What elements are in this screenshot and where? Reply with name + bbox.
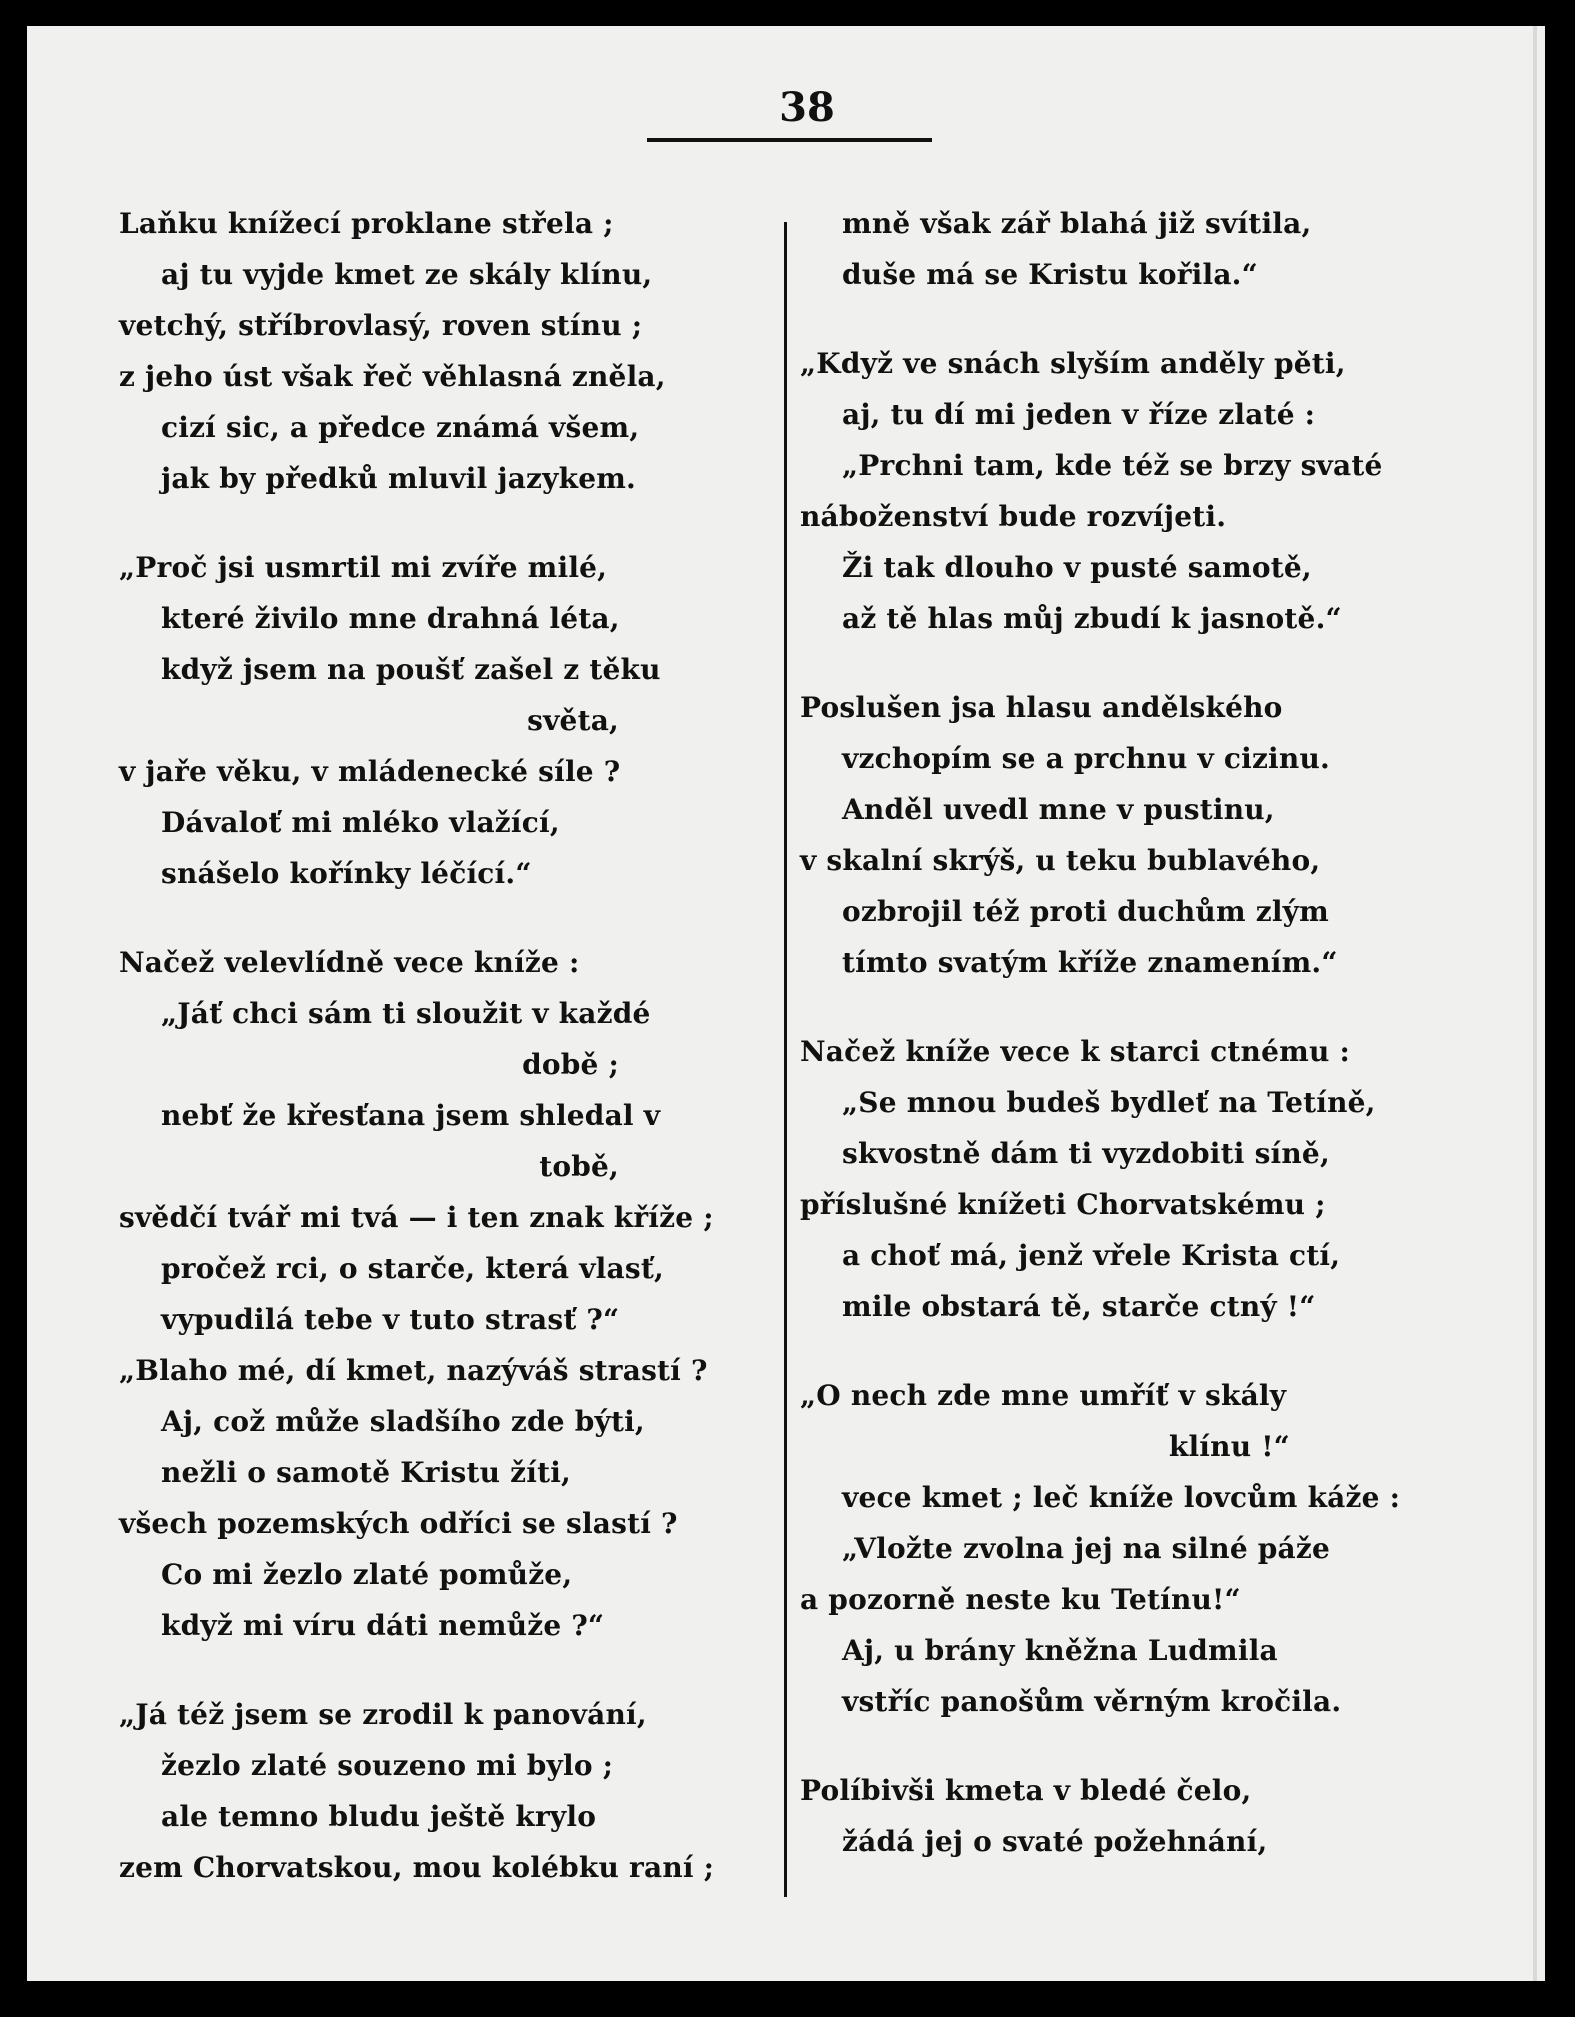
verse-line: „O nech zde mne umříť v skály [800,1379,1287,1412]
verse-line: klínu !“ [1168,1430,1290,1463]
verse-line: v jaře věku, v mládenecké síle ? [119,755,621,788]
verse-line: snášelo kořínky léčící.“ [161,857,532,890]
verse-line: Co mi žezlo zlaté pomůže, [161,1558,573,1591]
verse-line: duše má se Kristu kořila.“ [842,258,1258,291]
verse-line: svědčí tvář mi tvá — i ten znak kříže ; [119,1201,714,1234]
verse-line: „Já též jsem se zrodil k panování, [119,1698,647,1731]
verse-line: „Jáť chci sám ti sloužit v každé [161,997,651,1030]
verse-line: tobě, [539,1150,619,1183]
verse-line: Načež velevlídně vece kníže : [119,946,580,979]
verse-line: když mi víru dáti nemůže ?“ [161,1609,605,1642]
verse-line: a pozorně neste ku Tetínu!“ [800,1583,1241,1616]
verse-line: tímto svatým kříže znamením.“ [842,946,1338,979]
stanza [800,1370,1500,1727]
verse-line: příslušné knížeti Chorvatskému ; [800,1188,1326,1221]
book-page [27,26,1545,1981]
verse-line: „Se mnou budeš bydleť na Tetíně, [842,1086,1376,1119]
verse-line: mile obstará tě, starče ctný !“ [842,1290,1316,1323]
verse-line: skvostně dám ti vyzdobiti síně, [842,1137,1330,1170]
stanza [800,1026,1500,1332]
verse-line: vetchý, stříbrovlasý, roven stínu ; [119,309,643,342]
column-divider [784,222,787,1897]
verse-line: „Prchni tam, kde též se brzy svaté [842,449,1383,482]
verse-line: jak by předků mluvil jazykem. [161,462,636,495]
stanza [800,338,1500,644]
verse-line: a choť má, jenž vřele Krista ctí, [842,1239,1341,1272]
verse-line: Ži tak dlouho v pusté samotě, [842,551,1312,584]
stanza [119,198,779,504]
verse-line: nebť že křesťana jsem shledal v [161,1099,661,1132]
verse-line: Načež kníže vece k starci ctnému : [800,1035,1350,1068]
verse-line: z jeho úst však řeč věhlasná zněla, [119,360,666,393]
verse-line: mně však zář blahá již svítila, [842,207,1312,240]
verse-line: světa, [527,704,619,737]
verse-line: Poslušen jsa hlasu andělského [800,691,1283,724]
verse-line: v skalní skrýš, u teku bublavého, [800,844,1321,877]
verse-line: „Proč jsi usmrtil mi zvíře milé, [119,551,608,584]
verse-line: „Když ve snách slyším anděly pěti, [800,347,1346,380]
verse-line: aj tu vyjde kmet ze skály klínu, [161,258,653,291]
verse-line: všech pozemských odříci se slastí ? [119,1507,678,1540]
left-column [119,198,779,1931]
stanza [119,1689,779,1893]
verse-line: ozbrojil též proti duchům zlým [842,895,1329,928]
stanza [800,198,1500,300]
verse-line: Políbivši kmeta v bledé čelo, [800,1774,1252,1807]
verse-line: „Vložte zvolna jej na silné páže [842,1532,1331,1565]
verse-line: ale temno bludu ještě krylo [161,1800,597,1833]
verse-line: když jsem na poušť zašel z těku [161,653,661,686]
verse-line: žádá jej o svaté požehnání, [842,1825,1268,1858]
verse-line: vzchopím se a prchnu v cizinu. [842,742,1330,775]
stanza [119,937,779,1651]
verse-line: nežli o samotě Kristu žíti, [161,1456,572,1489]
verse-line: pročež rci, o starče, která vlasť, [161,1252,664,1285]
stanza [800,1765,1500,1867]
verse-line: žezlo zlaté souzeno mi bylo ; [161,1749,614,1782]
verse-line: době ; [522,1048,619,1081]
verse-line: Laňku knížecí proklane střela ; [119,207,614,240]
right-column [800,198,1500,1905]
verse-line: Anděl uvedl mne v pustinu, [842,793,1275,826]
verse-line: vypudilá tebe v tuto strasť ?“ [161,1303,620,1336]
verse-line: vece kmet ; leč kníže lovcům káže : [842,1481,1401,1514]
verse-line: které živilo mne drahná léta, [161,602,620,635]
verse-line: Aj, u brány kněžna Ludmila [842,1634,1278,1667]
page-number: 38 [779,84,835,131]
page-edge [1533,26,1537,1981]
verse-line: zem Chorvatskou, mou kolébku raní ; [119,1851,715,1884]
verse-line: „Blaho mé, dí kmet, nazýváš strastí ? [119,1354,708,1387]
verse-line: vstříc panošům věrným kročila. [842,1685,1342,1718]
verse-line: Dávaloť mi mléko vlažící, [161,806,560,839]
header-rule [647,138,932,142]
verse-line: náboženství bude rozvíjeti. [800,500,1227,533]
verse-line: aj, tu dí mi jeden v říze zlaté : [842,398,1316,431]
verse-line: Aj, což může sladšího zde býti, [161,1405,645,1438]
verse-line: až tě hlas můj zbudí k jasnotě.“ [842,602,1342,635]
stanza [119,542,779,899]
verse-line: cizí sic, a předce známá všem, [161,411,640,444]
stanza [800,682,1500,988]
